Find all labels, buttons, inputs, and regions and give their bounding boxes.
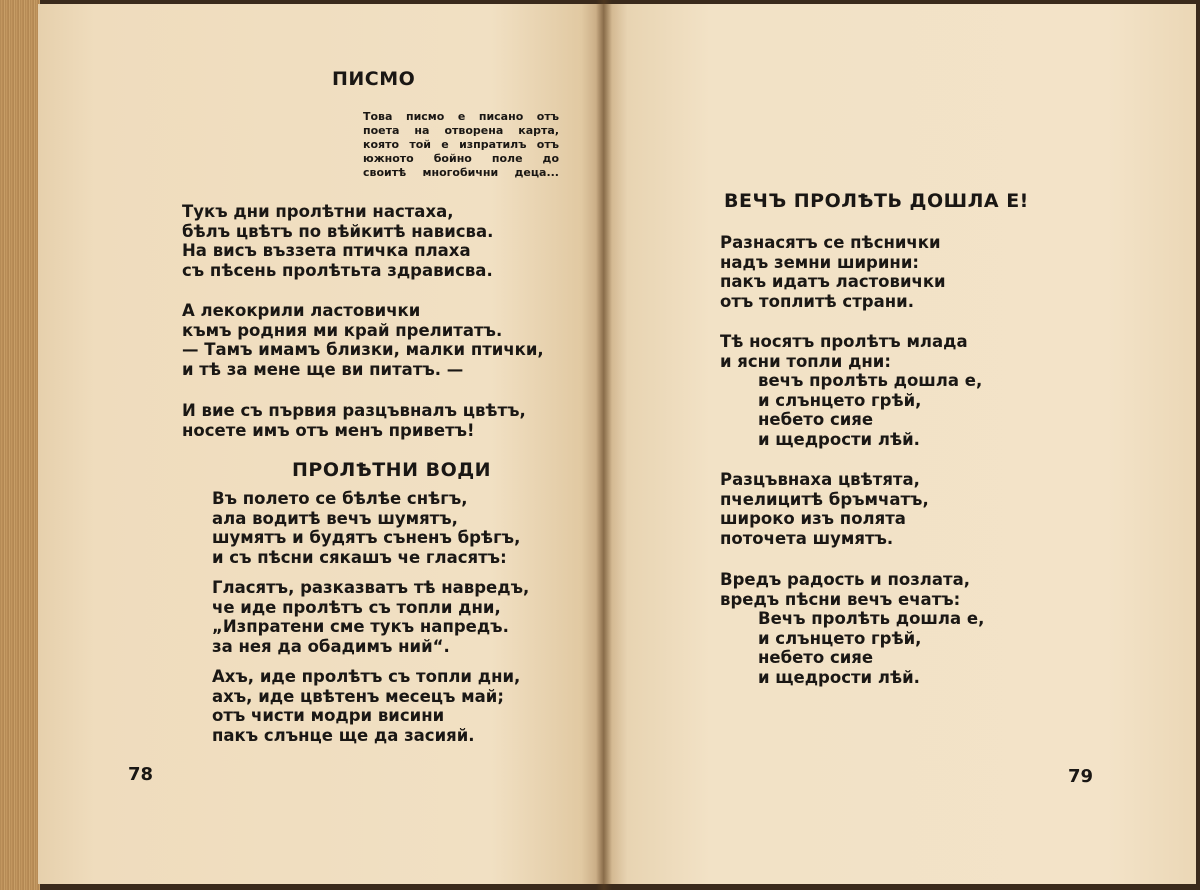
page-number: 78 [128, 764, 154, 785]
verse-line: На висъ въззета птичка плаха [182, 241, 471, 260]
verse-line: поточета шумятъ. [720, 528, 894, 548]
stanza [212, 489, 520, 567]
note-line: поета на отворена карта, [363, 124, 559, 137]
verse-line: Вечъ пролѣть дошла е, [758, 609, 985, 628]
verse-line: А лекокрили ластовички [182, 301, 421, 320]
stanza [212, 667, 520, 745]
stanza [182, 301, 544, 379]
verse-line: ахъ, иде цвѣтенъ месецъ май; [212, 686, 504, 706]
verse-line: Тѣ носятъ пролѣтъ млада [720, 332, 968, 351]
verse-line: надъ земни ширини: [720, 252, 919, 272]
verse-line: небето сияе [758, 410, 874, 429]
verse-line: къмъ родния ми край прелитатъ. [182, 320, 503, 340]
stanza [720, 332, 982, 449]
page-edges [0, 0, 40, 890]
verse-line: отъ чисти модри висини [212, 706, 445, 725]
stanza [720, 470, 929, 548]
stanza [182, 202, 493, 280]
note-line: южното бойно поле до [363, 152, 559, 165]
page-number: 79 [1068, 766, 1094, 787]
verse-line: Вредъ радость и позлата, [720, 570, 970, 589]
stanza [720, 570, 984, 687]
verse-line: — Тамъ имамъ близки, малки птички, [182, 340, 544, 359]
verse-line: и слънцето грѣй, [758, 628, 922, 648]
right-page [604, 4, 1196, 884]
verse-line: Въ полето се бѣлѣе снѣгъ, [212, 489, 468, 508]
book-gutter [596, 0, 612, 890]
verse-line: отъ топлитѣ страни. [720, 291, 914, 311]
verse-line: И вие съ първия разцъвналъ цвѣтъ, [182, 401, 526, 420]
verse-line: вечъ пролѣть дошла е, [758, 371, 983, 390]
verse-line: и съ пѣсни сякашъ че гласятъ: [212, 547, 507, 567]
stanza [212, 578, 529, 656]
verse-line: и слънцето грѣй, [758, 390, 922, 410]
verse-line: Разцъвнаха цвѣтята, [720, 470, 920, 489]
verse-line: носете имъ отъ менъ приветъ! [182, 420, 475, 440]
verse-line: и тѣ за мене ще ви питатъ. — [182, 359, 464, 379]
verse-line: съ пѣсень пролѣтьта здрависва. [182, 260, 493, 280]
stanza [720, 233, 946, 311]
poem-note [363, 110, 559, 180]
verse-line: и щедрости лѣй. [758, 667, 920, 687]
verse-line: ала водитѣ вечъ шумятъ, [212, 508, 458, 528]
verse-line: Тукъ дни пролѣтни настаха, [182, 202, 454, 221]
verse-line: че иде пролѣтъ съ топли дни, [212, 597, 501, 617]
verse-line: „Изпратени сме тукъ напредъ. [212, 617, 509, 636]
verse-line: за нея да обадимъ ний“. [212, 636, 450, 656]
verse-line: и ясни топли дни: [720, 351, 891, 371]
verse-line: пакъ слънце ще да засияй. [212, 725, 475, 745]
note-line: която той е изпратилъ отъ [363, 138, 559, 151]
left-page [38, 4, 604, 884]
verse-line: бѣлъ цвѣтъ по вѣйкитѣ нависва. [182, 221, 494, 241]
note-line: своитѣ многобични деца... [363, 166, 559, 179]
stanza [182, 401, 526, 440]
verse-line: пакъ идатъ ластовички [720, 272, 946, 291]
verse-line: Гласятъ, разказватъ тѣ навредъ, [212, 578, 530, 597]
verse-line: пчелицитѣ бръмчатъ, [720, 489, 929, 509]
verse-line: широко изъ полята [720, 509, 906, 528]
note-line: Това писмо е писано отъ [363, 110, 559, 123]
verse-line: вредъ пѣсни вечъ ечатъ: [720, 589, 961, 609]
poem-title-vech-prolet: ВЕЧЪ ПРОЛѢТЬ ДОШЛА Е! [724, 190, 1029, 212]
verse-line: небето сияе [758, 648, 874, 667]
verse-line: и щедрости лѣй. [758, 429, 920, 449]
verse-line: Разнасятъ се пѣснички [720, 233, 941, 252]
verse-line: Ахъ, иде пролѣтъ съ топли дни, [212, 667, 521, 686]
poem-title-pismo: ПИСМО [332, 68, 416, 90]
verse-line: шумятъ и будятъ съненъ брѣгъ, [212, 528, 521, 547]
poem-title-proletni-vodi: ПРОЛѢТНИ ВОДИ [292, 459, 492, 481]
